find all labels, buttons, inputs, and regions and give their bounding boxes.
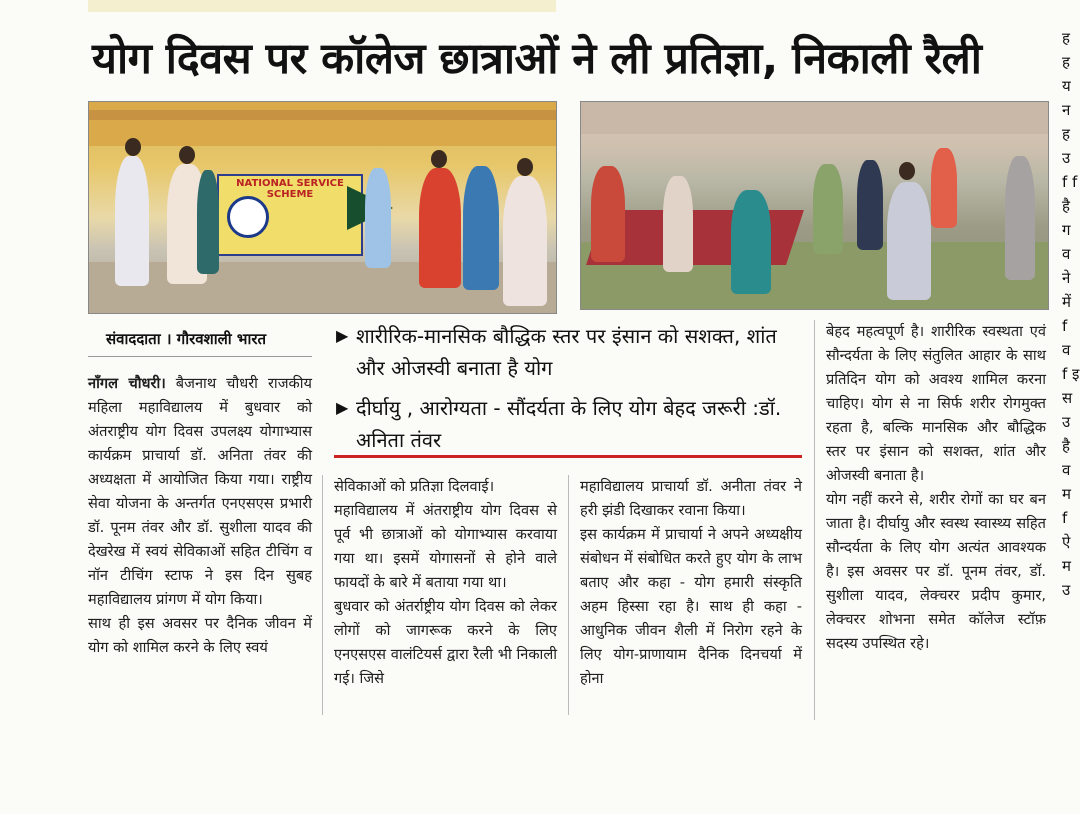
column-divider: [322, 475, 323, 715]
person: [503, 176, 547, 306]
adjacent-article-clipped: ह ह य न ह उ f f है ग व ने में f व f इ स उ है व म f ऐ म उ: [1062, 29, 1080, 599]
nss-emblem-icon: [227, 196, 269, 238]
triangle-bullet-icon: ▶: [336, 326, 349, 345]
nss-banner: [217, 174, 363, 256]
person-head: [899, 162, 915, 180]
column-divider: [568, 475, 569, 715]
photo-yoga-session: [580, 101, 1049, 310]
highlight-item: ▶ शारीरिक-मानसिक बौद्धिक स्तर पर इंसान को सशक्त, शांत और ओजस्वी बनाता है योग: [334, 320, 802, 384]
article-column-1: [88, 372, 312, 660]
byline-divider: [88, 356, 312, 357]
article-column-4: [826, 320, 1046, 656]
person: [115, 156, 149, 286]
column-divider: [814, 320, 815, 720]
dateline: नाँगल चौधरी।: [88, 375, 166, 392]
person-head: [431, 150, 447, 168]
paragraph: महाविद्यालय प्राचार्या डॉ. अनीता तंवर ने हरी झंडी दिखाकर रवाना किया।: [580, 478, 802, 519]
headline: योग दिवस पर कॉलेज छात्राओं ने ली प्रतिज्ञा, निकाली रैली: [92, 34, 982, 84]
person: [197, 170, 219, 274]
person: [931, 148, 957, 228]
person: [463, 166, 499, 290]
person: [857, 160, 883, 250]
article-column-3: [580, 475, 802, 691]
triangle-bullet-icon: ▶: [336, 398, 349, 417]
paragraph: सेविकाओं को प्रतिज्ञा दिलवाई।: [334, 478, 495, 495]
paragraph: नाँगल चौधरी। बैजनाथ चौधरी राजकीय महिला महाविद्यालय में बुधवार को अंतराष्ट्रीय योग दिवस उपलक्ष्य योगाभ्यास कार्यक्रम प्राचार्या डॉ. अनिता तंवर की अध्यक्षता में आयोजित किया गया। राष्ट्रीय सेवा योजना के अन्तर्गत एनएसएस प्रभारी डॉ. पूनम तंवर और डॉ. सुशीला यादव की देखरेख में स्वयं सेविकाओं सहित टीचिंग व नॉन टीचिंग स्टाफ ने इस दिन सुबह महाविद्यालय प्रांगण में योग किया।: [88, 375, 312, 608]
paragraph: महाविद्यालय में अंतराष्ट्रीय योग दिवस से पूर्व भी छात्राओं को योगाभ्यास करवाया गया था। इसमें योगासनों से होने वाले फायदों के बारे में बताया गया था।: [334, 502, 557, 591]
highlight-divider: [334, 455, 802, 458]
person-head: [125, 138, 141, 156]
person: [731, 190, 771, 294]
person: [365, 168, 391, 268]
paragraph: साथ ही इस अवसर पर दैनिक जीवन में योग को शामिल करने के लिए स्वयं: [88, 615, 312, 656]
highlight-item: ▶ दीर्घायु , आरोग्यता - सौंदर्यता के लिए योग बेहद जरूरी :डॉ. अनिता तंवर: [334, 392, 802, 456]
top-color-strip: [88, 0, 556, 12]
paragraph: योग नहीं करने से, शरीर रोगों का घर बन जाता है। दीर्घायु और स्वस्थ स्वास्थ्य सहित सौन्दर्यता के लिए योग अत्यंत आवश्यक है। इस अवसर पर डॉ. पूनम तंवर, डॉ. सुशीला यादव, लेक्चरर प्रदीप कुमार, लेक्चरर शोभना समेत कॉलेज स्टॉफ़ सदस्य उपस्थित रहे।: [826, 491, 1046, 652]
photo-flag-off: [88, 101, 557, 314]
person: [813, 164, 843, 254]
person-head: [517, 158, 533, 176]
person: [887, 182, 931, 300]
highlight-box: [334, 320, 802, 455]
byline: संवाददाता । गौरवशाली भारत: [106, 330, 267, 348]
article-column-2: [334, 475, 557, 691]
paragraph: बुधवार को अंतर्राष्ट्रीय योग दिवस को लेकर लोगों को जागरूक करने के लिए एनएसएस वालंटियर्स द्वारा रैली भी निकाली गई। जिसे: [334, 598, 557, 687]
person-head: [179, 146, 195, 164]
person: [591, 166, 625, 262]
paragraph: बेहद महत्वपूर्ण है। शारीरिक स्वस्थता एवं सौन्दर्यता के लिए संतुलित आहार के साथ प्रतिदिन योग को अवश्य शामिल करना चाहिए। योग से ना सिर्फ शरीर रोगमुक्त रहता है, बल्कि मानसिक और बौद्धिक स्तर पर इंसान को सशक्त, शांत और ओजस्वी बनाता है।: [826, 323, 1046, 484]
paragraph: इस कार्यक्रम में प्राचार्या ने अपने अध्यक्षीय संबोधन में संबोधित करते हुए योग के लाभ बताए और कहा - योग हमारी संस्कृति अहम हिस्सा रहा है। साथ ही कहा - आधुनिक जीवन शैली में निरोग रहने के लिए योग-प्राणायाम दैनिक दिनचर्या में होना: [580, 526, 802, 687]
person: [419, 168, 461, 288]
person: [1005, 156, 1035, 280]
person: [663, 176, 693, 272]
nss-banner-text: NATIONAL SERVICE SCHEME: [236, 178, 344, 200]
